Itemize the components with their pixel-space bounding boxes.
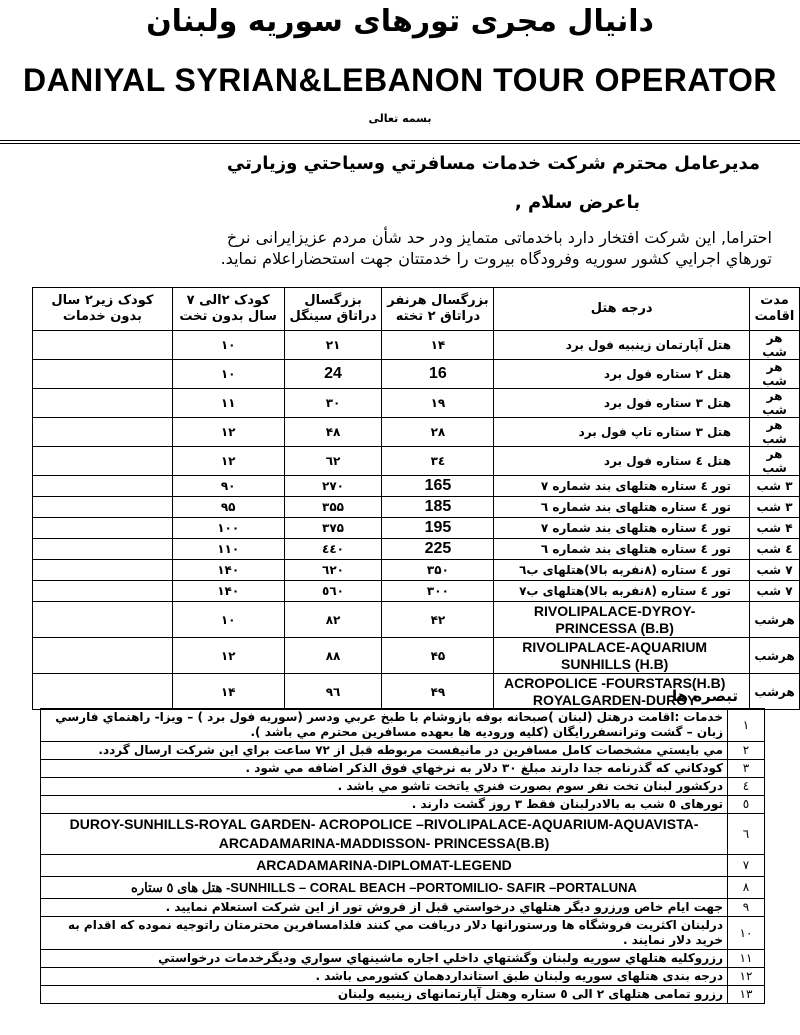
cell-adult-twin: ۱۹ [382, 389, 494, 418]
cell-child-2-7: ۹۵ [172, 497, 284, 518]
cell-adult-single: ٤٤۰ [284, 539, 382, 560]
note-row [41, 778, 765, 796]
note-row [41, 760, 765, 778]
cell-child-under-2 [33, 476, 173, 497]
cell-child-under-2 [33, 360, 173, 389]
cell-adult-twin: ۲۸ [382, 418, 494, 447]
cell-hotel: هتل ٤ ستاره فول برد [494, 447, 750, 476]
cell-duration: هر شب [750, 418, 800, 447]
table-row [33, 360, 800, 389]
note-text: درجه بندی هتلهای سوریه ولبنان طبق استانداردهمان کشورمی باشد . [41, 968, 728, 986]
cell-adult-single: ۲۷۰ [284, 476, 382, 497]
note-number: ٦ [728, 814, 765, 855]
cell-hotel: تور ٤ ستاره هتلهای بند شماره ۷ [494, 518, 750, 539]
note-row [41, 917, 765, 950]
cell-hotel: تور ٤ ستاره هتلهای بند شماره ٦ [494, 497, 750, 518]
cell-hotel: هتل آپارتمان زینبیه فول برد [494, 331, 750, 360]
header-adult-twin: بزرگسال هرنفر دراتاق ۲ تخته [382, 288, 494, 331]
header-divider [0, 140, 800, 141]
cell-adult-twin: ۱۴ [382, 331, 494, 360]
note-number: ۸ [728, 877, 765, 899]
cell-adult-single: ۳۵۵ [284, 497, 382, 518]
cell-adult-single: ۴۸ [284, 418, 382, 447]
cell-child-under-2 [33, 638, 173, 674]
cell-child-2-7: ۱۱ [172, 389, 284, 418]
note-text: خدمات :اقامت درهتل (لبنان )صبحانه بوفه بازوشام با طبخ عربي ودسر (سوریه فول برد ) – ویزا- راهنماي فارسي زبان – گشت وترانسفررايگان (کليه ورودیه ها بعهده مسافرين محترم مي باشد ). [41, 709, 728, 742]
note-text: ARCADAMARINA-DIPLOMAT-LEGEND [41, 855, 728, 877]
intro-line-2: تورهاي اجرايي کشور سوريه وفرودگاه بيروت را خدمتتان جهت استحضاراعلام نمايد. [220, 249, 772, 268]
cell-child-2-7: ۱۴۰ [172, 560, 284, 581]
cell-child-under-2 [33, 418, 173, 447]
cell-adult-single: ۹٦ [284, 674, 382, 710]
note-row [41, 950, 765, 968]
note-text: DUROY-SUNHILLS-ROYAL GARDEN- ACROPOLICE –RIVOLIPALACE-AQUARIUM-AQUAVISTA-ARCADAMARINA-MADDISSON- PRINCESSA(B.B) [41, 814, 728, 855]
notes-title: تبصره ها [672, 687, 738, 705]
cell-hotel: هتل ۲ ستاره فول برد [494, 360, 750, 389]
cell-child-2-7: ۱۲ [172, 447, 284, 476]
cell-adult-single: ۲۱ [284, 331, 382, 360]
note-number: ۱۳ [728, 986, 765, 1004]
note-text: درلبنان اکثریت فروشگاه ها ورستورانها دلار دریافت مي کنند فلذامسافرین محترمتان راتوجیه نموده که اقدام به خرید دلار نمایند . [41, 917, 728, 950]
note-row [41, 877, 765, 899]
cell-child-under-2 [33, 539, 173, 560]
cell-hotel: RIVOLIPALACE-DYROY-PRINCESSA (B.B) [494, 602, 750, 638]
cell-child-2-7: ۱۴۰ [172, 581, 284, 602]
cell-duration: هر شب [750, 331, 800, 360]
letter-intro [52, 227, 772, 269]
cell-duration: ۷ شب [750, 581, 800, 602]
cell-duration: ٤ شب [750, 539, 800, 560]
cell-hotel: تور ٤ ستاره (۸نفربه بالا)هتلهای ب۷ [494, 581, 750, 602]
cell-child-2-7: ۱۴ [172, 674, 284, 710]
note-text: کودکاني که گذرنامه جدا دارند مبلغ ۳۰ دلار به نرخهاي فوق الذکر اضافه مي شود . [41, 760, 728, 778]
cell-adult-twin: 165 [382, 476, 494, 497]
cell-duration: هرشب [750, 674, 800, 710]
cell-duration: هرشب [750, 638, 800, 674]
cell-child-2-7: ۱۲ [172, 638, 284, 674]
cell-duration: هر شب [750, 360, 800, 389]
note-row [41, 968, 765, 986]
price-table-header [33, 288, 800, 331]
table-row [33, 560, 800, 581]
cell-adult-single: ٦۲۰ [284, 560, 382, 581]
cell-child-under-2 [33, 331, 173, 360]
cell-child-under-2 [33, 497, 173, 518]
cell-child-under-2 [33, 447, 173, 476]
cell-child-under-2 [33, 518, 173, 539]
table-row [33, 638, 800, 674]
table-row [33, 389, 800, 418]
note-number: ۲ [728, 742, 765, 760]
note-row [41, 814, 765, 855]
cell-adult-single: ۸۲ [284, 602, 382, 638]
price-table [32, 287, 800, 710]
note-number: ٥ [728, 796, 765, 814]
note-row [41, 742, 765, 760]
table-row [33, 602, 800, 638]
cell-child-2-7: ۱۲ [172, 418, 284, 447]
cell-child-under-2 [33, 674, 173, 710]
cell-adult-twin: ۳۵۰ [382, 560, 494, 581]
notes-table [40, 708, 765, 1004]
cell-hotel: تور ٤ ستاره هتلهای بند شماره ۷ [494, 476, 750, 497]
note-text: تورهای ٥ شب به بالادرلبنان فقط ۳ روز گشت دارند . [41, 796, 728, 814]
cell-child-2-7: ۹۰ [172, 476, 284, 497]
note-text: جهت ایام خاص ورزرو ديگر هتلهاي درخواستي قبل از فروش تور از این شرکت استعلام نمایید . [41, 899, 728, 917]
cell-adult-twin: ۳۰۰ [382, 581, 494, 602]
table-row [33, 447, 800, 476]
note-text: درکشور لبنان تخت نفر سوم بصورت فنري یاتخت تاشو مي باشد . [41, 778, 728, 796]
cell-child-2-7: ۱۰ [172, 331, 284, 360]
cell-hotel: RIVOLIPALACE-AQUARIUM SUNHILLS (H.B) [494, 638, 750, 674]
cell-duration: هر شب [750, 447, 800, 476]
note-text: رزرو تمامی هتلهای ۲ الی ٥ ستاره وهتل آپارتمانهای زینبیه ولبنان [41, 986, 728, 1004]
cell-hotel: هتل ۳ ستاره تاپ فول برد [494, 418, 750, 447]
note-text: رزروکلیه هتلهاي سوريه ولبنان وگشتهاي داخلي اجاره ماشينهاي سواري وديگرخدمات درخواستي [41, 950, 728, 968]
note-text: SUNHILLS – CORAL BEACH –PORTOMILIO- SAFIR –PORTALUNA- هتل های ٥ ستاره [41, 877, 728, 899]
table-row [33, 518, 800, 539]
cell-adult-single: ٦۲ [284, 447, 382, 476]
cell-adult-single: 24 [284, 360, 382, 389]
cell-adult-single: ۳۷۵ [284, 518, 382, 539]
cell-child-under-2 [33, 560, 173, 581]
title-persian: دانیال مجری تورهای سوریه ولبنان [146, 4, 654, 39]
cell-adult-twin: 16 [382, 360, 494, 389]
table-row [33, 581, 800, 602]
cell-duration: ۳ شب [750, 476, 800, 497]
cell-child-under-2 [33, 602, 173, 638]
cell-adult-twin: ۴۹ [382, 674, 494, 710]
cell-child-under-2 [33, 581, 173, 602]
cell-adult-single: ۸۸ [284, 638, 382, 674]
cell-adult-single: ۳۰ [284, 389, 382, 418]
note-number: ۱ [728, 709, 765, 742]
cell-adult-twin: 225 [382, 539, 494, 560]
cell-adult-single: ٥٦۰ [284, 581, 382, 602]
header-duration: مدت اقامت [750, 288, 800, 331]
table-row [33, 331, 800, 360]
cell-duration: ۳ شب [750, 497, 800, 518]
header-child-under-2: کودک زیر۲ سال بدون خدمات [33, 288, 173, 331]
note-row [41, 796, 765, 814]
note-row [41, 709, 765, 742]
cell-child-under-2 [33, 389, 173, 418]
table-row [33, 476, 800, 497]
note-number: ۷ [728, 855, 765, 877]
cell-adult-twin: ۴۵ [382, 638, 494, 674]
cell-child-2-7: ۱۰ [172, 360, 284, 389]
letter-greeting: باعرض سلام , [514, 192, 640, 213]
bismillah: بسمه تعالی [368, 112, 432, 125]
title-english: DANIYAL SYRIAN&LEBANON TOUR OPERATOR [22, 62, 778, 98]
note-row [41, 986, 765, 1004]
cell-hotel: تور ٤ ستاره هتلهای بند شماره ٦ [494, 539, 750, 560]
note-row [41, 899, 765, 917]
cell-duration: هرشب [750, 602, 800, 638]
table-row [33, 497, 800, 518]
table-row [33, 418, 800, 447]
note-row [41, 855, 765, 877]
cell-hotel: ACROPOLICE -FOURSTARS(H.B) ROYALGARDEN-DUROY [494, 674, 750, 710]
note-number: ۱۱ [728, 950, 765, 968]
cell-adult-twin: 185 [382, 497, 494, 518]
header-hotel: درجه هتل [494, 288, 750, 331]
table-row [33, 539, 800, 560]
header-divider-2 [0, 143, 800, 144]
header-child-2-7: کودک ۲الی ۷ سال بدون تخت [172, 288, 284, 331]
cell-child-2-7: ۱۰ [172, 602, 284, 638]
cell-hotel: تور ٤ ستاره (۸نفربه بالا)هتلهای ب٦ [494, 560, 750, 581]
letter-addressee: مدیرعامل محترم شرکت خدمات مسافرتي وسیاحتي وزيارتي [226, 153, 760, 174]
note-number: ۱۲ [728, 968, 765, 986]
cell-child-2-7: ۱۱۰ [172, 539, 284, 560]
note-number: ۹ [728, 899, 765, 917]
cell-duration: ۴ شب [750, 518, 800, 539]
cell-hotel: هتل ۳ ستاره فول برد [494, 389, 750, 418]
note-text: مي بايستي مشخصات کامل مسافرين در مانيفست مربوطه قبل از ۷۲ ساعت براي اين شرکت ارسال گردد. [41, 742, 728, 760]
cell-adult-twin: 195 [382, 518, 494, 539]
cell-adult-twin: ۴۲ [382, 602, 494, 638]
cell-adult-twin: ۳٤ [382, 447, 494, 476]
note-number: ۳ [728, 760, 765, 778]
cell-child-2-7: ۱۰۰ [172, 518, 284, 539]
cell-duration: ۷ شب [750, 560, 800, 581]
intro-line-1: احتراما, این شرکت افتخار دارد باخدماتی متمایز ودر حد شأن مردم عزیزایرانی نرخ [226, 228, 772, 247]
header-adult-single: بزرگسال دراتاق سينگل [284, 288, 382, 331]
note-number: ۱۰ [728, 917, 765, 950]
cell-duration: هر شب [750, 389, 800, 418]
note-number: ٤ [728, 778, 765, 796]
